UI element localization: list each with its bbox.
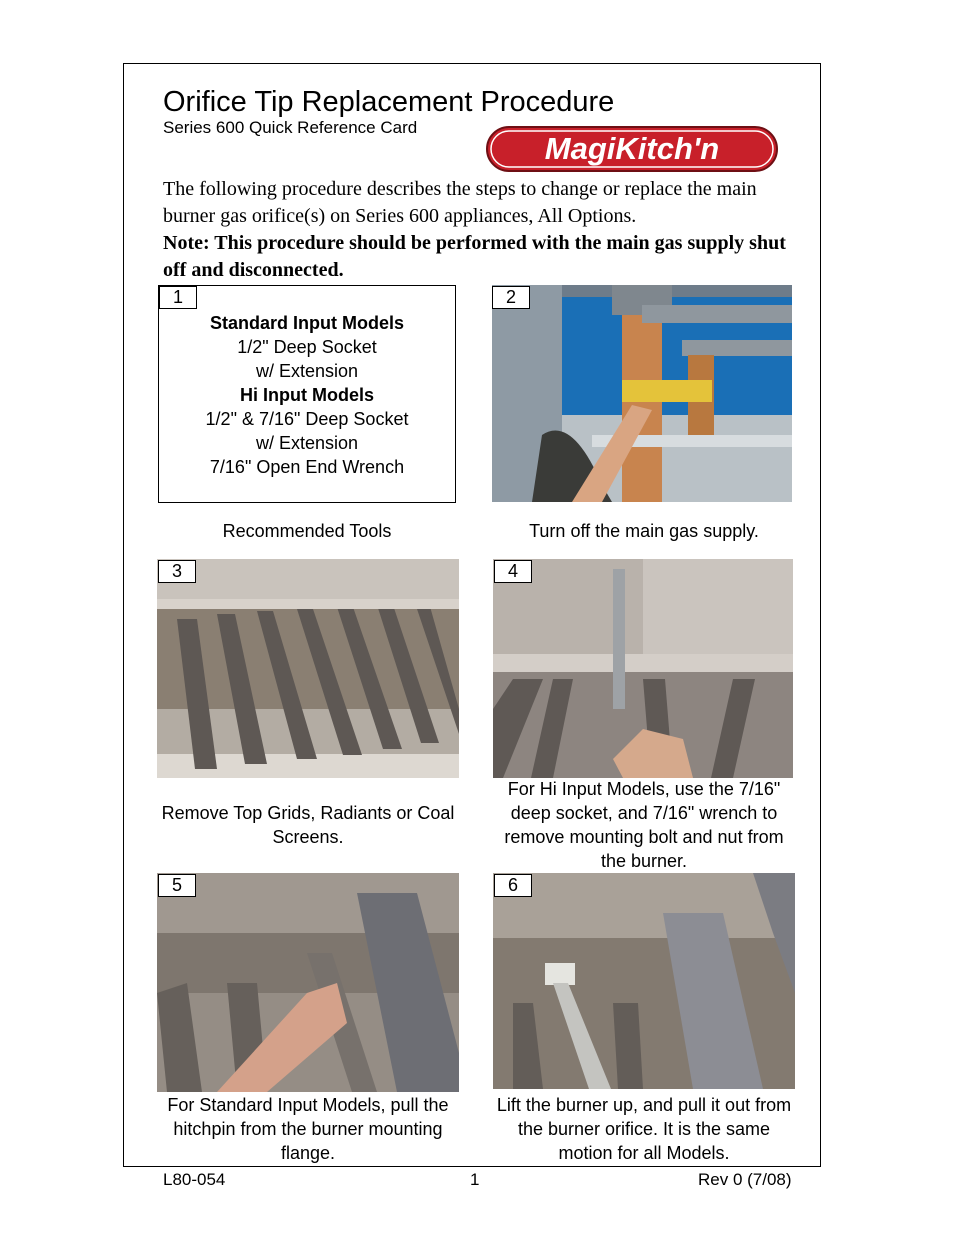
step-caption: For Standard Input Models, pull the hitchpin from the burner mounting flange. [167, 1095, 449, 1163]
tool-line: w/ Extension [255, 433, 359, 453]
revision-label: Rev 0 (7/08) [698, 1170, 792, 1189]
photo-lift-burner [493, 873, 795, 1089]
page-title: Orifice Tip Replacement Procedure [163, 86, 615, 118]
step-number: 1 [159, 286, 197, 309]
page-subtitle: Series 600 Quick Reference Card [163, 118, 418, 137]
step-number: 2 [492, 286, 530, 309]
tool-line: 1/2" & 7/16" Deep Socket [205, 409, 409, 429]
recommended-tools-box [158, 285, 456, 503]
step-caption: Remove Top Grids, Radiants or Coal Screens. [161, 803, 455, 847]
tool-line: 7/16" Open End Wrench [209, 457, 405, 477]
page-number: 1 [470, 1170, 480, 1189]
document-number: L80-054 [163, 1170, 226, 1189]
step-caption: Lift the burner up, and pull it out from the burner orifice. It is the same motion for all Models. [496, 1095, 792, 1163]
magikitchn-logo [486, 126, 778, 172]
tool-line: Hi Input Models [240, 385, 374, 405]
logo-text: MagiKitch'n [544, 131, 720, 166]
photo-gas-valve [492, 285, 792, 502]
tool-line: 1/2" Deep Socket [237, 337, 377, 357]
step-caption: Recommended Tools [222, 521, 392, 541]
tool-line: Standard Input Models [209, 313, 404, 333]
photo-hitchpin [157, 873, 459, 1092]
step-number: 5 [158, 874, 196, 897]
step-caption: For Hi Input Models, use the 7/16" deep socket, and 7/16" wrench to remove mounting bolt and nut from the burner. [504, 779, 784, 871]
safety-note: Note: This procedure should be performed with the main gas supply shut off and disconnected. [163, 232, 786, 281]
tool-line: w/ Extension [255, 361, 359, 381]
photo-socket-wrench [493, 559, 793, 778]
intro-text: The following procedure describes the steps to change or replace the main burner gas orifice(s) on Series 600 appliances, All Options. [163, 178, 757, 227]
intro-paragraph [163, 176, 803, 284]
photo-grill-burners [157, 559, 459, 778]
step-caption: Turn off the main gas supply. [529, 521, 759, 541]
step-number: 6 [494, 874, 532, 897]
step-number: 3 [158, 560, 196, 583]
step-number: 4 [494, 560, 532, 583]
